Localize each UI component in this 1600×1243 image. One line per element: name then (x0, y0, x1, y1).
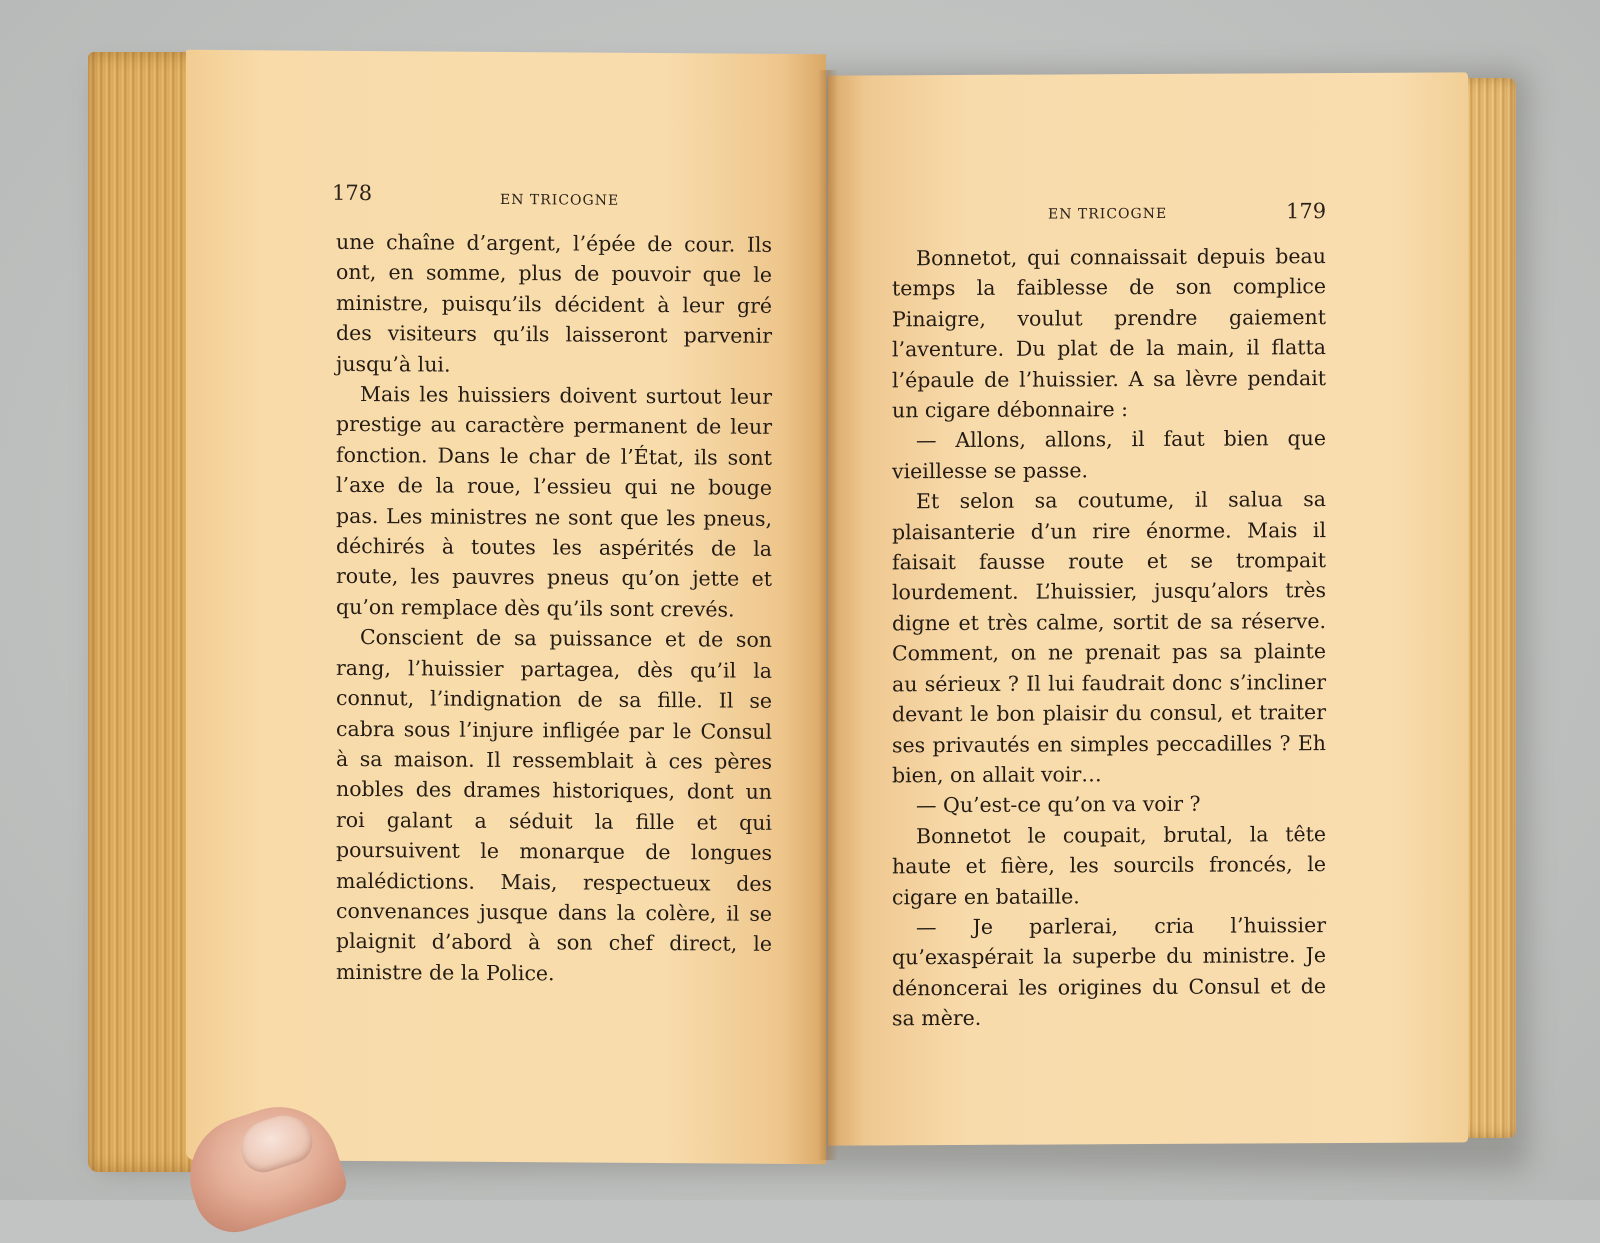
paragraph: Et selon sa coutume, il salua sa plaisanterie d’un rire énorme. Mais il faisait fausse route et se trompait lourdement. L’huissier, jusqu’alors très digne et très calme, sortit de sa réserve. Comment, on ne prenait pas sa plainte au sérieux ? Il lui faudrait donc s’incliner devant le bon plaisir du consul, et traiter ses privautés en simples peccadilles ? Eh bien, on allait voir… (892, 487, 1326, 788)
right-page (828, 72, 1468, 1145)
left-page-text (336, 227, 772, 990)
paragraph: Conscient de sa puissance et de son rang, l’huissier partagea, dès qu’il la connut, l’indignation de sa fille. Il se cabra sous l’injure infligée par le Consul à sa maison. Il ressemblait à ces pères nobles des drames historiques, dont un roi galant a séduit la fille et qui poursuivent le monarque de longues malédictions. Mais, respectueux des convenances jusque dans la colère, il se plaignit d’abord à son chef direct, le ministre de la Police. (336, 625, 772, 986)
paragraph: — Je parlerai, cria l’huissier qu’exaspérait la superbe du ministre. Je dénoncerai les origines du Consul et de sa mère. (892, 913, 1326, 1031)
paragraph: — Qu’est-ce qu’on va voir ? (916, 792, 1201, 818)
paragraph: une chaîne d’argent, l’épée de cour. Ils ont, en somme, plus de pouvoir que le ministre, puisqu’ils décident à leur gré des visiteurs qu’ils laisseront parvenir jusqu’à lui. (336, 229, 772, 377)
right-running-head: EN TRICOGNE (1048, 205, 1168, 223)
book-gutter (818, 70, 838, 1160)
paragraph: Bonnetot, qui connaissait depuis beau temps la faiblesse de son complice Pinaigre, voulut prendre gaiement l’aventure. Du plat de la main, il flatta l’épaule de l’huissier. A sa lèvre pendait un cigare débonnaire : (892, 244, 1326, 423)
paragraph: Mais les huissiers doivent surtout leur prestige au caractère permanent de leur fonction. Dans le char de l’État, ils sont l’axe de la roue, l’essieu qui ne bouge pas. Les ministres ne sont que les pneus, déchirés à toutes les aspérités de la route, les pauvres pneus qu’on jette et qu’on remplace dès qu’ils sont crevés. (336, 382, 772, 622)
left-running-head: EN TRICOGNE (500, 191, 620, 209)
paragraph: — Allons, allons, il faut bien que vieillesse se passe. (892, 426, 1326, 484)
right-page-text (892, 241, 1326, 1034)
right-page-number: 179 (1286, 199, 1327, 224)
paragraph: Bonnetot le coupait, brutal, la tête haute et fière, les sourcils froncés, le cigare en bataille. (892, 821, 1326, 909)
left-page (186, 50, 826, 1164)
left-page-number: 178 (332, 180, 373, 206)
